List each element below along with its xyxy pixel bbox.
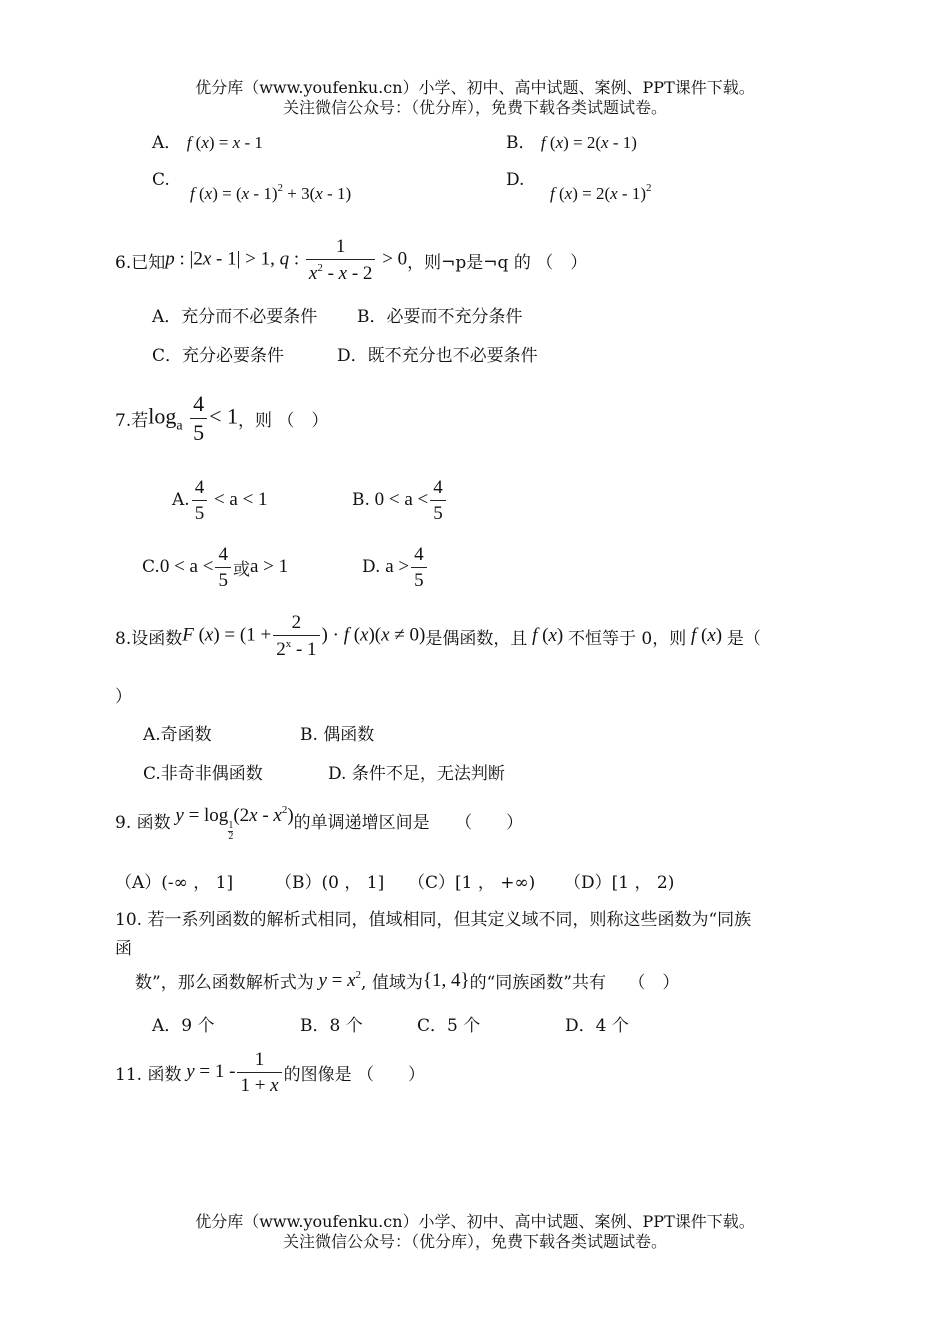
q6-tail: ，则¬p是¬q 的 （ ） <box>407 252 588 273</box>
q10-line-3-end: 的“同族函数”共有 （ ） <box>469 973 680 993</box>
q10-formula: $y = x^2$ <box>318 969 362 991</box>
q7-option-a <box>172 474 268 526</box>
q8-option-a: A.奇函数 <box>143 725 212 745</box>
q5-option-d-label: D. <box>506 170 525 190</box>
q9-option-b: （B）(0 ， 1] <box>275 873 385 893</box>
q7-option-b-label: B. <box>352 490 370 510</box>
q9-option-d: （D）[1 ， 2) <box>564 873 675 893</box>
footer-line-1: 优分库（www.youfenku.cn）小学、初中、高中试题、案例、PPT课件下载。 <box>195 1212 755 1231</box>
q10-line-1: 10. 若一系列函数的解析式相同，值域相同，但其定义域不同，则称这些函数为“同族 <box>115 910 752 930</box>
q6-option-a: A．充分而不必要条件 <box>152 307 318 327</box>
q7-formula: $\log_a$ $\frac{4}{5}$ < 1 <box>148 390 238 445</box>
q8-stem <box>115 608 761 664</box>
q7-option-b-formula: 0 < a < $\frac{4}{5}$ <box>370 478 448 523</box>
q9-formula: y = log $\frac{1}{2}$ $(2x - x^2)$ <box>175 804 294 842</box>
q8-mid-2: 不恒等于 0，则 <box>567 628 687 649</box>
q5-option-c-label: C. <box>152 170 170 190</box>
q7-option-a-formula: $\frac{4}{5}$ < a < 1 <box>190 478 268 523</box>
q5-option-a-label: A． <box>152 133 182 153</box>
q6-option-b: B．必要而不充分条件 <box>357 307 523 327</box>
q6-option-c: C．充分必要条件 <box>152 346 285 366</box>
q8-mid-1: 是偶函数，且 <box>425 628 528 649</box>
q10-line-3-mid: , 值域为 <box>361 973 423 993</box>
q10-range: {1, 4} <box>422 969 470 991</box>
q7-option-d <box>362 541 429 593</box>
q10-line-3 <box>135 968 679 993</box>
q8-close-paren: ） <box>115 687 132 707</box>
q11-number: 11. 函数 <box>115 1064 182 1085</box>
q5-option-b <box>506 128 637 153</box>
header-line-2: 关注微信公众号：（优分库），免费下载各类试题试卷。 <box>282 98 667 117</box>
q11-formula: y = 1 - $\frac{1}{1 + x}$ <box>181 1050 283 1095</box>
q8-formula: F (x) = (1 + $\frac{2}{2^x - 1}$ ) · f (x)(x ≠ 0) <box>182 612 426 660</box>
q10-option-d: D．4 个 <box>565 1016 629 1036</box>
footer-line-2: 关注微信公众号：（优分库），免费下载各类试题试卷。 <box>282 1232 667 1251</box>
q8-option-b: B. 偶函数 <box>300 725 375 745</box>
q7-option-d-formula: a > $\frac{4}{5}$ <box>380 545 428 590</box>
q7-option-c-formula-2: a > 1 <box>249 556 289 577</box>
q8-option-c: C.非奇非偶函数 <box>143 764 263 784</box>
q9-number: 9. 函数 <box>115 813 171 833</box>
q9-option-a: （A）(-∞ ， 1] <box>115 873 234 893</box>
q7-option-c <box>142 541 288 593</box>
q11-tail: 的图像是 （ ） <box>283 1064 425 1085</box>
q6-number: 6.已知 <box>115 252 166 273</box>
q6-formula: p : |2x - 1| > 1, q : $\frac{1}{x^2 - x - 2}$ > 0 <box>165 236 408 284</box>
q10-line-2: 函 <box>115 939 132 959</box>
q7-stem <box>115 390 328 446</box>
q8-option-d: D. 条件不足，无法判断 <box>328 764 505 784</box>
q7-option-b <box>352 474 448 526</box>
q9-tail: 的单调递增区间是 （ ） <box>293 813 524 833</box>
q5-option-b-formula: f (x) = 2(x - 1) <box>540 133 637 152</box>
q6-option-d: D．既不充分也不必要条件 <box>337 346 538 366</box>
q5-option-d-formula: f (x) = 2(x - 1)$^2$ <box>550 182 652 203</box>
q7-number: 7.若 <box>115 410 149 431</box>
q8-fx-1: f (x) <box>532 625 568 646</box>
q7-option-c-label: C. <box>142 557 160 577</box>
q10-line-3-start: 数”，那么函数解析式为 <box>135 973 314 993</box>
q5-option-a <box>152 128 263 153</box>
header-line-1: 优分库（www.youfenku.cn）小学、初中、高中试题、案例、PPT课件下载。 <box>195 78 755 97</box>
q8-tail: 是（ <box>726 628 761 649</box>
q7-tail: ，则 （ ） <box>238 410 329 431</box>
q10-option-c: C．5 个 <box>417 1016 481 1036</box>
q9-stem <box>115 800 523 846</box>
q11-stem <box>115 1044 425 1100</box>
q5-option-a-formula: f (x) = x - 1 <box>186 133 263 152</box>
q5-option-c-formula: f (x) = (x - 1)$^2$ + 3(x - 1) <box>190 182 352 203</box>
q7-option-a-label: A. <box>172 490 190 510</box>
q8-fx-2: f (x) <box>690 625 727 646</box>
q9-option-c: （C）[1 ， +∞) <box>408 873 536 893</box>
q7-option-d-label: D. <box>362 557 381 577</box>
q10-option-a: A．9 个 <box>152 1016 215 1036</box>
q10-option-b: B．8 个 <box>300 1016 363 1036</box>
q8-number: 8.设函数 <box>115 628 183 649</box>
q7-option-c-formula-1: 0 < a < $\frac{4}{5}$ <box>160 545 233 590</box>
q6-stem <box>115 232 587 288</box>
q7-option-c-or: 或 <box>232 559 250 580</box>
q5-option-b-label: B． <box>506 133 536 153</box>
